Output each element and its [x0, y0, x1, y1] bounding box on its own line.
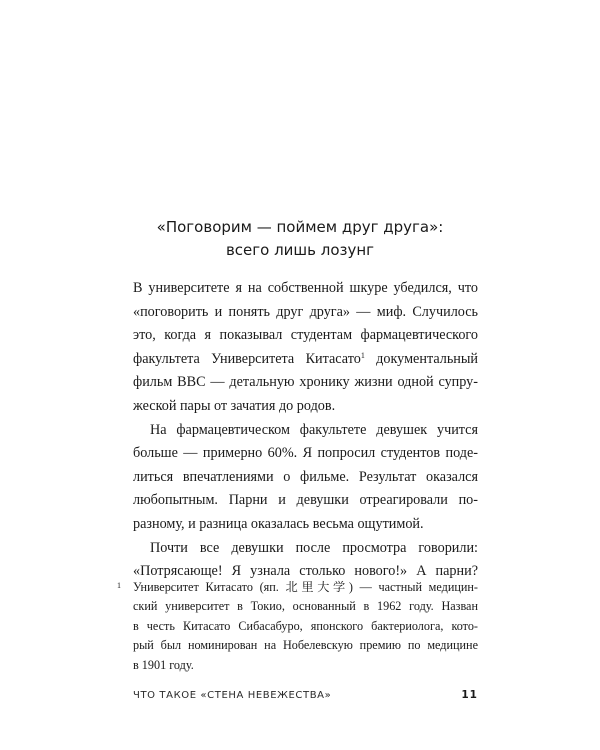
paragraph-1-line-2: «поговорить и понять друг друга» — миф. Случилось	[133, 303, 478, 320]
running-title: ЧТО ТАКОЕ «СТЕНА НЕВЕЖЕСТВА»	[133, 690, 332, 701]
footnote-line-4: рый был номинирован на Нобелевскую премию по медицине	[133, 638, 478, 653]
paragraph-1-line-4-text: факультета Университета Китасато	[133, 350, 361, 367]
footnote-mark: 1	[117, 581, 121, 590]
page-number: 11	[461, 689, 478, 701]
paragraph-1-line-4	[133, 348, 478, 372]
paragraph-3-line-2: «Потрясающе! Я узнала столько нового!» А парни?	[133, 563, 478, 580]
footnote	[117, 578, 478, 675]
paragraph-2-line-3: литься впечатлениями о фильме. Результат оказался	[133, 468, 478, 485]
paragraph-2-line-2: больше — примерно 60%. Я попросил студентов поде-	[133, 445, 478, 462]
footnote-line-2: ский университет в Токио, основанный в 1962 году. Назван	[133, 599, 478, 614]
paragraph-2-line-5: разному, и разница оказалась весьма ощутимой.	[133, 515, 424, 532]
footnote-body	[133, 578, 478, 675]
footnote-line-1: Университет Китасато (яп. 北里大学) — частный медицин-	[133, 580, 478, 594]
body-text	[133, 277, 478, 584]
section-heading-line-2: всего лишь лозунг	[225, 241, 375, 259]
paragraph-1-line-6: жеской пары от зачатия до родов.	[133, 397, 336, 414]
footnote-line-5: в 1901 году.	[133, 657, 194, 672]
footnote-reference[interactable]: 1	[360, 350, 365, 360]
section-heading-line-1: «Поговорим — поймем друг друга»:	[156, 218, 444, 236]
paragraph-1-line-5: фильм BBC — детальную хронику жизни одной супру-	[133, 374, 478, 391]
paragraph-1-line-1: В университете я на собственной шкуре убедился, что	[133, 280, 478, 296]
paragraph-1-line-3: это, когда я показывал студентам фармацевтического	[133, 327, 478, 344]
paragraph-2-line-4: любопытным. Парни и девушки отреагировали по-	[133, 492, 478, 509]
section-heading	[100, 216, 500, 262]
paragraph-3-line-1: Почти все девушки после просмотра говорили:	[150, 539, 478, 556]
paragraph-2-line-1: На фармацевтическом факультете девушек учится	[150, 421, 478, 438]
footnote-line-3: в честь Китасато Сибасабуро, японского бактериолога, кото-	[133, 618, 478, 633]
paragraph-1-line-4-tail: документальный	[376, 350, 479, 367]
